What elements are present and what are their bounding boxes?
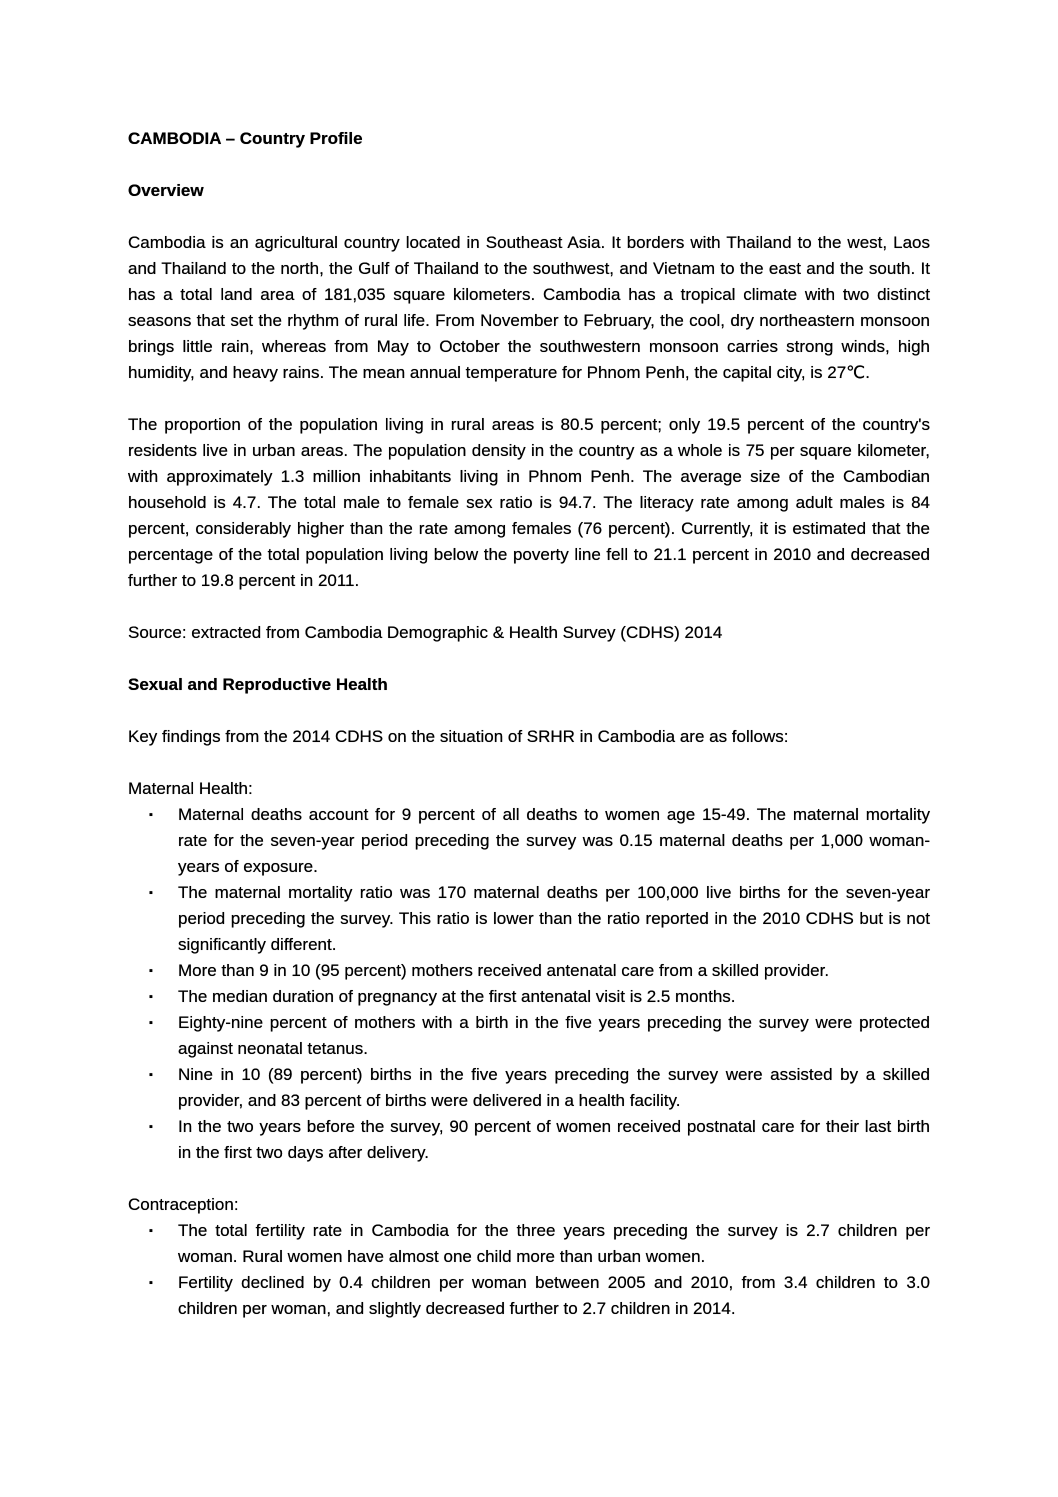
bullet-icon: ▪ <box>149 887 153 899</box>
bullet-icon: ▪ <box>149 1017 153 1029</box>
list-item-text: More than 9 in 10 (95 percent) mothers received antenatal care from a skilled provider. <box>178 961 830 980</box>
bullet-icon: ▪ <box>149 1225 153 1237</box>
overview-paragraph-1: Cambodia is an agricultural country located in Southeast Asia. It borders with Thailand to the west, Laos and Thailand to the north, the Gulf of Thailand to the southwest, and Vietnam to the east and the south. It has a total land area of 181,035 square kilometers. Cambodia has a tropical climate with two distinct seasons that set the rhythm of rural life. From November to February, the cool, dry northeastern monsoon brings little rain, whereas from May to October the southwestern monsoon carries strong winds, high humidity, and heavy rains. The mean annual temperature for Phnom Penh, the capital city, is 27℃. <box>128 233 930 382</box>
list-item <box>128 1270 930 1322</box>
list-item <box>128 958 930 984</box>
list-item <box>128 1114 930 1166</box>
list-item-text: Fertility declined by 0.4 children per woman between 2005 and 2010, from 3.4 children to 3.0 children per woman, and slightly decreased further to 2.7 children in 2014. <box>178 1273 930 1318</box>
bullet-icon: ▪ <box>149 809 153 821</box>
list-item-text: The maternal mortality ratio was 170 maternal deaths per 100,000 live births for the seven-year period preceding the survey. This ratio is lower than the ratio reported in the 2010 CDHS but is not significantly different. <box>178 883 930 954</box>
list-item-text: Eighty-nine percent of mothers with a birth in the five years preceding the survey were protected against neonatal tetanus. <box>178 1013 930 1058</box>
list-item-text: The median duration of pregnancy at the first antenatal visit is 2.5 months. <box>178 987 736 1006</box>
overview-heading: Overview <box>128 181 204 200</box>
list-item <box>128 802 930 880</box>
list-item-text: Nine in 10 (89 percent) births in the five years preceding the survey were assisted by a skilled provider, and 83 percent of births were delivered in a health facility. <box>178 1065 930 1110</box>
list-item-text: In the two years before the survey, 90 percent of women received postnatal care for their last birth in the first two days after delivery. <box>178 1117 930 1162</box>
bullet-icon: ▪ <box>149 965 153 977</box>
list-item <box>128 1218 930 1270</box>
source-line: Source: extracted from Cambodia Demographic & Health Survey (CDHS) 2014 <box>128 623 723 642</box>
bullet-icon: ▪ <box>149 1069 153 1081</box>
list-item-text: The total fertility rate in Cambodia for the three years preceding the survey is 2.7 children per woman. Rural women have almost one child more than urban women. <box>178 1221 930 1266</box>
list-item <box>128 1010 930 1062</box>
contraception-label: Contraception: <box>128 1195 239 1214</box>
list-item <box>128 984 930 1010</box>
bullet-icon: ▪ <box>149 1121 153 1133</box>
overview-paragraph-2: The proportion of the population living in rural areas is 80.5 percent; only 19.5 percent of the country's residents live in urban areas. The population density in the country as a whole is 75 per square kilometer, with approximately 1.3 million inhabitants living in Phnom Penh. The average size of the Cambodian household is 4.7. The total male to female sex ratio is 94.7. The literacy rate among adult males is 84 percent, considerably higher than the rate among females (76 percent). Currently, it is estimated that the percentage of the total population living below the poverty line fell to 21.1 percent in 2010 and decreased further to 19.8 percent in 2011. <box>128 415 930 590</box>
srh-intro: Key findings from the 2014 CDHS on the situation of SRHR in Cambodia are as follows: <box>128 727 789 746</box>
contraception-list <box>128 1218 930 1322</box>
bullet-icon: ▪ <box>149 1277 153 1289</box>
list-item-text: Maternal deaths account for 9 percent of all deaths to women age 15-49. The maternal mortality rate for the seven-year period preceding the survey was 0.15 maternal deaths per 1,000 woman-years of exposure. <box>178 805 930 876</box>
srh-heading: Sexual and Reproductive Health <box>128 675 388 694</box>
maternal-health-list <box>128 802 930 1166</box>
document-title: CAMBODIA – Country Profile <box>128 129 363 148</box>
list-item <box>128 880 930 958</box>
maternal-health-label: Maternal Health: <box>128 779 253 798</box>
bullet-icon: ▪ <box>149 991 153 1003</box>
list-item <box>128 1062 930 1114</box>
